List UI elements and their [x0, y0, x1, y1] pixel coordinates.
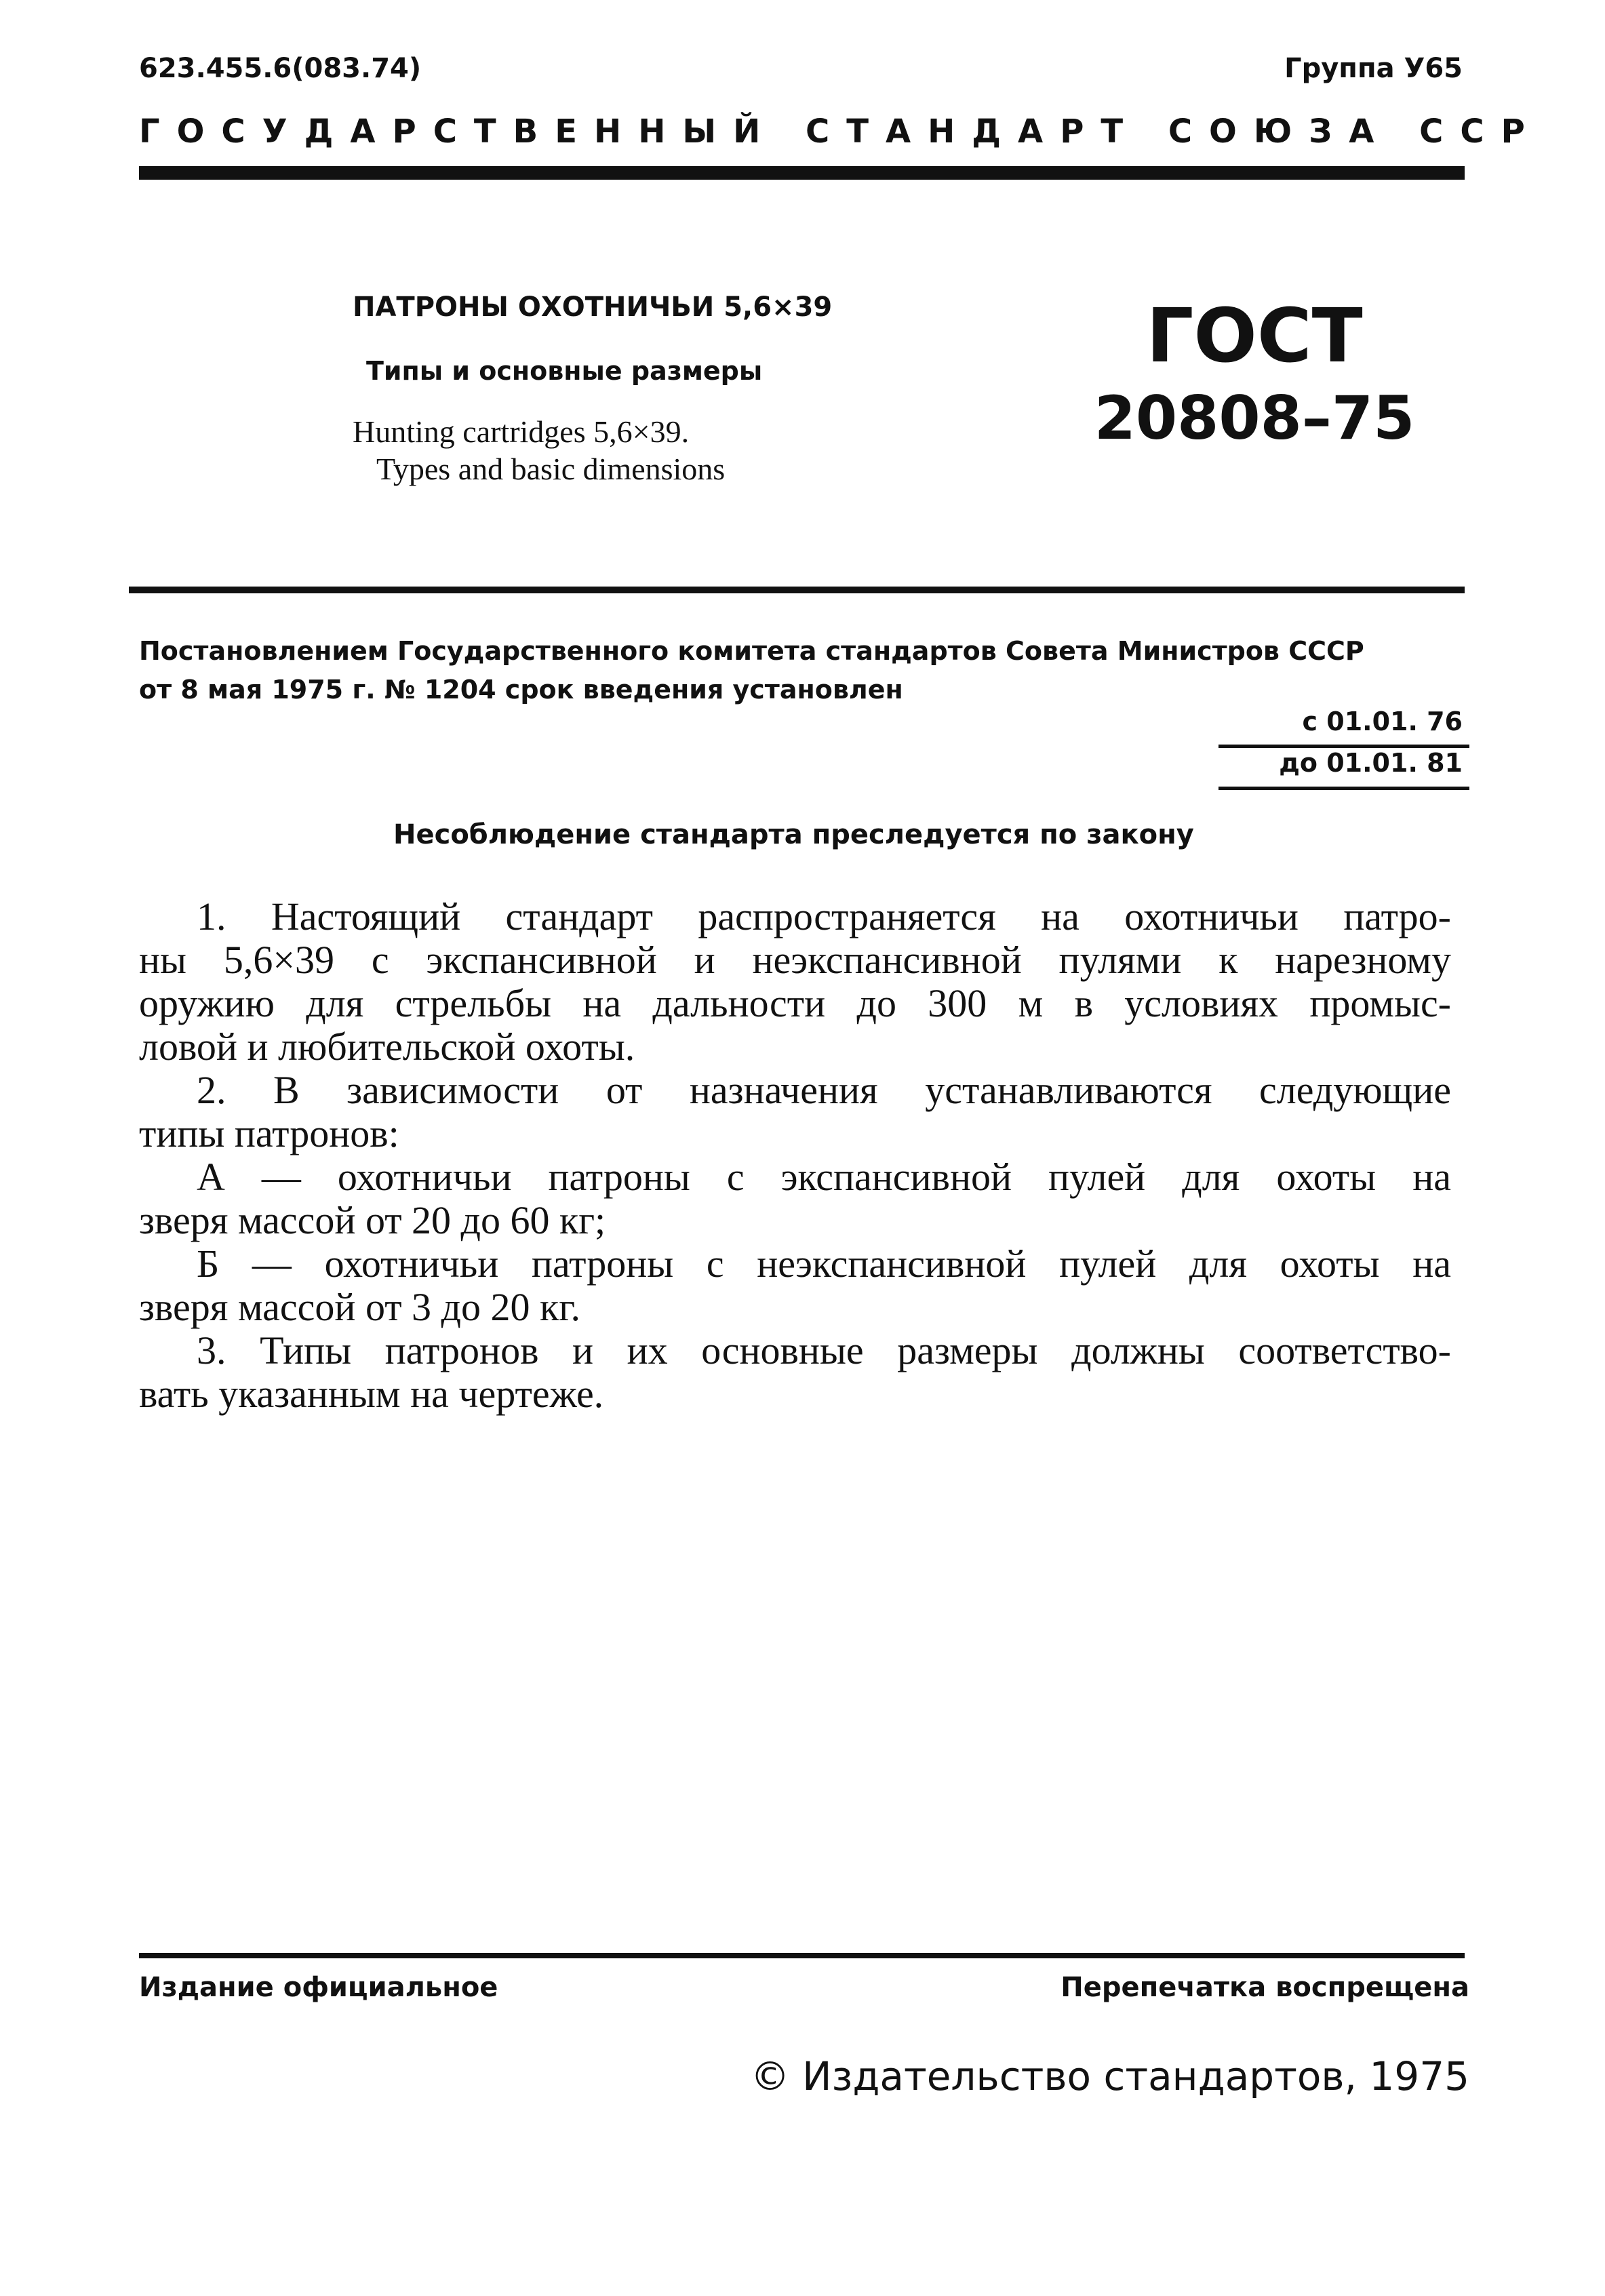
clause-1-line: 1. Настоящий стандарт распространяется на охотничьи патро-: [197, 894, 1451, 938]
clause-1-line: ловой и любительской охоты.: [139, 1025, 635, 1069]
type-a-line: зверя массой от 20 до 60 кг;: [139, 1198, 606, 1242]
type-a-line: А — охотничьи патроны с экспансивной пулей для охоты на: [197, 1155, 1451, 1199]
clause-1-line: ны 5,6×39 с экспансивной и неэкспансивной пулями к нарезному: [139, 938, 1451, 982]
footer-rule: [139, 1953, 1465, 1958]
title-en-line2: Types and basic dimensions: [376, 452, 726, 486]
gost-label: ГОСТ: [1146, 292, 1363, 379]
official-edition: Издание официальное: [139, 1972, 498, 2003]
reprint-notice: Перепечатка воспрещена: [1061, 1972, 1469, 2003]
title-ru: ПАТРОНЫ ОХОТНИЧЬИ 5,6×39: [353, 292, 833, 323]
effective-to-date: до 01.01. 81: [1279, 748, 1463, 778]
clause-2-line: типы патронов:: [139, 1111, 399, 1155]
clause-3-line: 3. Типы патронов и их основные размеры должны соответство-: [197, 1328, 1451, 1372]
title-en-line1: Hunting cartridges 5,6×39.: [353, 414, 690, 449]
type-b-line: Б — охотничьи патроны с неэкспансивной пулей для охоты на: [197, 1242, 1451, 1286]
group-code: Группа У65: [1284, 53, 1463, 84]
clause-2: [139, 1069, 1451, 1416]
date-underline: [1218, 787, 1469, 790]
title-rule: [129, 587, 1465, 593]
clause-2-line: 2. В зависимости от назначения устанавливаются следующие: [197, 1068, 1451, 1112]
subtitle-ru: Типы и основные размеры: [366, 356, 763, 386]
header-rule: [139, 166, 1465, 180]
decree-line1: Постановлением Государственного комитета стандартов Совета Министров СССР: [139, 636, 1364, 666]
state-standard-heading: ГОСУДАРСТВЕННЫЙ СТАНДАРТ СОЮЗА ССР: [139, 113, 1542, 151]
type-b-line: зверя массой от 3 до 20 кг.: [139, 1285, 580, 1329]
law-notice: Несоблюдение стандарта преследуется по закону: [393, 819, 1194, 850]
decree-line2: от 8 мая 1975 г. № 1204 срок введения установлен: [139, 675, 903, 705]
gost-number: 20808–75: [1094, 383, 1415, 453]
clause-3-line: вать указанным на чертеже.: [139, 1372, 604, 1416]
udc-code: 623.455.6(083.74): [139, 53, 422, 84]
publisher-copyright: © Издательство стандартов, 1975: [750, 2053, 1469, 2099]
clause-1: [139, 895, 1451, 1069]
clause-1-line: оружию для стрельбы на дальности до 300 м в условиях промыс-: [139, 981, 1451, 1025]
effective-from-date: с 01.01. 76: [1302, 707, 1463, 736]
